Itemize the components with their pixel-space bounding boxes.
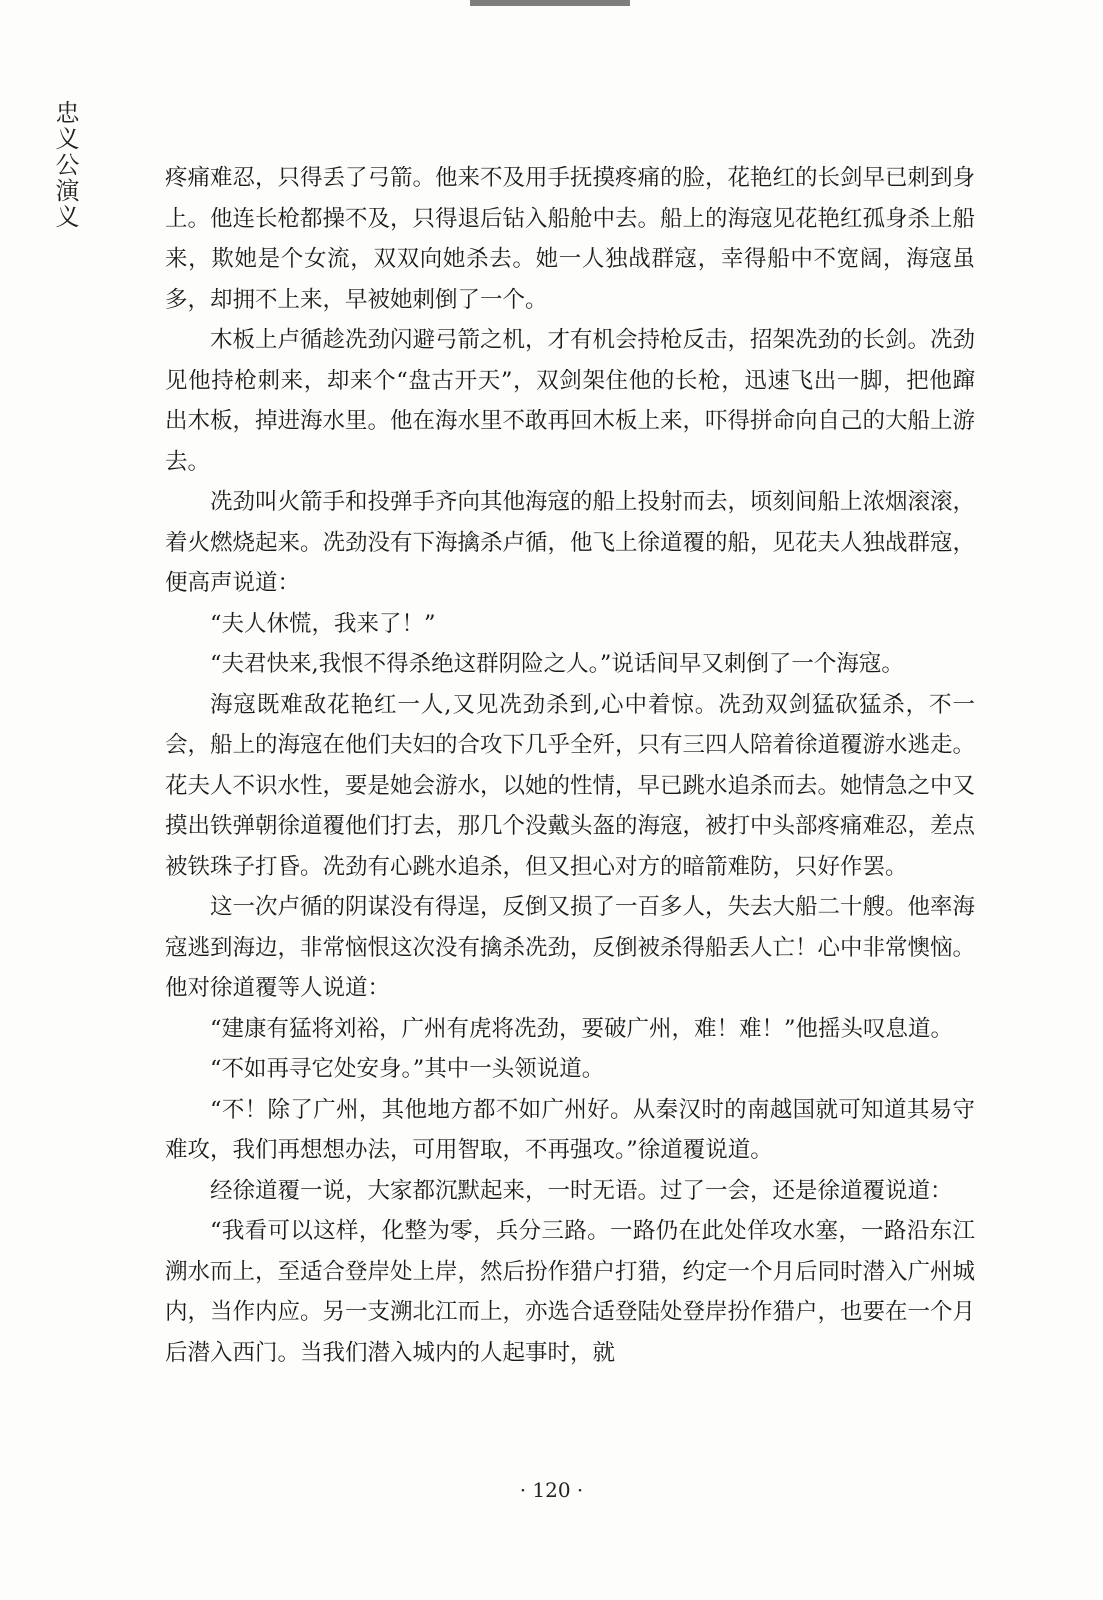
running-title: 忠义公演义 bbox=[51, 100, 79, 230]
paragraph: “不如再寻它处安身。”其中一头领说道。 bbox=[210, 1056, 605, 1082]
paragraph: 海寇既难敌花艳红一人,又见冼劲杀到,心中着惊。冼劲双剑猛砍猛杀，不一会，船上的海寇在他们夫妇的合攻下几乎全歼，只有三四人陪着徐道覆游水逃走。花夫人不识水性，要是她会游水，以她的性情，早已跳水追杀而去。她情急之中又摸出铁弹朝徐道覆他们打去，那几个没戴头盔的海寇，被打中头部疼痛难忍，差点被铁珠子打昏。冼劲有心跳水追杀，但又担心对方的暗箭难防，只好作罢。 bbox=[165, 691, 976, 880]
paragraph: “夫君快来,我恨不得杀绝这群阴险之人。”说话间早又刺倒了一个海寇。 bbox=[210, 651, 904, 677]
top-header-mark bbox=[470, 0, 630, 6]
paragraph: “夫人休慌，我来了！” bbox=[210, 610, 436, 637]
paragraph: 疼痛难忍，只得丢了弓箭。他来不及用手抚摸疼痛的脸，花艳红的长剑早已刺到身上。他连长枪都操不及，只得退后钻入船舱中去。船上的海寇见花艳红孤身杀上船来，欺她是个女流，双双向她杀去。她一人独战群寇，幸得船中不宽阔，海寇虽多，却拥不上来，早被她刺倒了一个。 bbox=[165, 165, 976, 313]
body-text bbox=[165, 158, 975, 1373]
paragraph: 经徐道覆一说，大家都沉默起来，一时无语。过了一会，还是徐道覆说道： bbox=[210, 1177, 953, 1204]
paragraph: “我看可以这样，化整为零，兵分三路。一路仍在此处佯攻水塞，一路沿东江溯水而上，至适合登岸处上岸，然后扮作猎户打猎，约定一个月后同时潜入广州城内，当作内应。另一支溯北江而上，亦选合适登陆处登岸扮作猎户，也要在一个月后潜入西门。当我们潜入城内的人起事时，就 bbox=[165, 1218, 976, 1366]
paragraph: 木板上卢循趁冼劲闪避弓箭之机，才有机会持枪反击，招架冼劲的长剑。冼劲见他持枪刺来，却来个“盘古开天”，双剑架住他的长枪，迅速飞出一脚，把他蹿出木板，掉进海水里。他在海水里不敢再回木板上来，吓得拼命向自己的大船上游去。 bbox=[165, 327, 976, 475]
paragraph: “建康有猛将刘裕，广州有虎将冼劲，要破广州，难！难！”他摇头叹息道。 bbox=[210, 1015, 954, 1042]
page-number: · 120 · bbox=[519, 1478, 584, 1502]
paragraph: 冼劲叫火箭手和投弹手齐向其他海寇的船上投射而去，顷刻间船上浓烟滚滚，着火燃烧起来。冼劲没有下海擒杀卢循，他飞上徐道覆的船，见花夫人独战群寇，便高声说道： bbox=[165, 489, 976, 596]
paragraph: “不！除了广州，其他地方都不如广州好。从秦汉时的南越国就可知道其易守难攻，我们再想想办法，可用智取，不再强攻。”徐道覆说道。 bbox=[165, 1096, 975, 1163]
paragraph: 这一次卢循的阴谋没有得逞，反倒又损了一百多人，失去大船二十艘。他率海寇逃到海边，非常恼恨这次没有擒杀冼劲，反倒被杀得船丢人亡！心中非常懊恼。他对徐道覆等人说道： bbox=[165, 894, 976, 1001]
